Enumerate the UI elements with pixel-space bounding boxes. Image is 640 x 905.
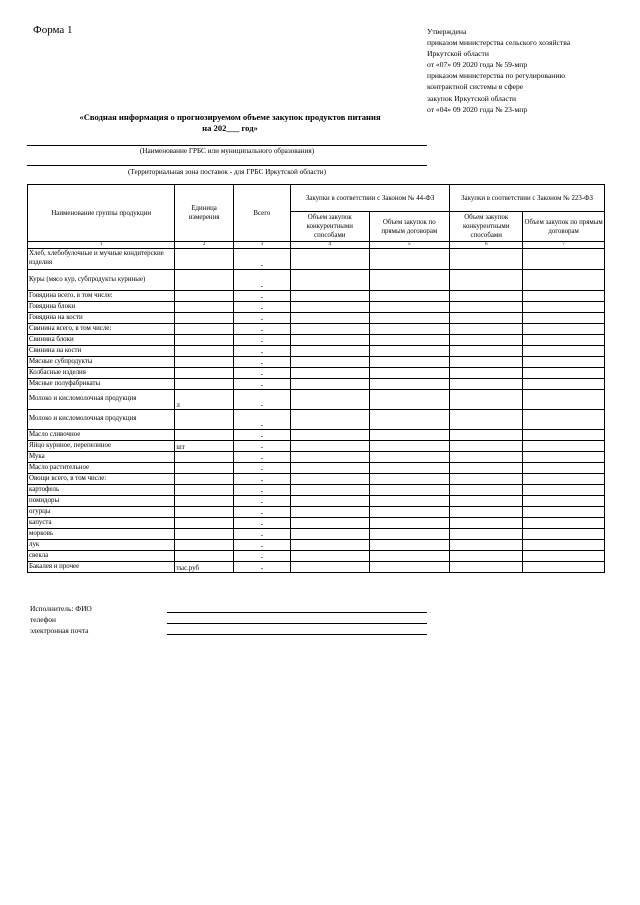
total-cell: - [233,551,290,562]
unit-cell: шт [175,441,233,452]
unit-cell: л [175,390,233,410]
table-row [28,368,605,379]
law223-competitive-cell [450,249,523,270]
total-cell: - [233,452,290,463]
table-row [28,410,605,430]
title-line: «Сводная информация о прогнозируемом объеме закупок продуктов питания [79,112,381,122]
product-name-cell: Мясные полуфабрикаты [28,379,175,390]
table-row [28,335,605,346]
law44-direct-cell [369,324,450,335]
law44-direct-cell [369,441,450,452]
product-name-cell: капуста [28,518,175,529]
law223-competitive-cell [450,441,523,452]
header-law223-direct: Объем закупок по прямым договорам [523,212,605,242]
total-cell: - [233,390,290,410]
grbs-name-line [27,145,427,146]
law223-direct-cell [523,529,605,540]
approval-line: приказом министерства по регулированию [427,71,566,81]
total-cell: - [233,357,290,368]
footer-block [30,603,92,636]
law223-competitive-cell [450,346,523,357]
product-name-cell: свекла [28,551,175,562]
total-cell: - [233,485,290,496]
table-row [28,324,605,335]
approval-block [427,26,570,115]
law44-competitive-cell [291,368,369,379]
law44-direct-cell [369,430,450,441]
total-cell: - [233,270,290,291]
law223-competitive-cell [450,540,523,551]
law223-direct-cell [523,430,605,441]
law223-direct-cell [523,302,605,313]
column-number: 7 [523,242,605,249]
unit-cell [175,485,233,496]
law223-direct-cell [523,540,605,551]
phone-line [167,623,427,624]
law223-direct-cell [523,410,605,430]
law223-direct-cell [523,518,605,529]
law223-competitive-cell [450,291,523,302]
total-cell: - [233,249,290,270]
law44-competitive-cell [291,551,369,562]
table-row [28,529,605,540]
product-name-cell: помидоры [28,496,175,507]
law44-competitive-cell [291,410,369,430]
law44-competitive-cell [291,540,369,551]
law223-competitive-cell [450,496,523,507]
law223-competitive-cell [450,390,523,410]
total-cell: - [233,291,290,302]
product-name-cell: Свинина всего, в том числе: [28,324,175,335]
zone-caption: (Территориальная зона поставок - для ГРБС Иркутской области) [127,168,327,176]
law44-direct-cell [369,529,450,540]
law44-direct-cell [369,291,450,302]
law223-competitive-cell [450,452,523,463]
phone-label: телефон [30,615,57,624]
law44-competitive-cell [291,335,369,346]
product-name-cell: Куры (мясо кур, субпродукты куриные) [28,270,175,291]
unit-cell [175,357,233,368]
law44-competitive-cell [291,441,369,452]
approval-line: контрактной системы в сфере [427,82,524,92]
total-cell: - [233,430,290,441]
unit-cell [175,474,233,485]
law44-direct-cell [369,346,450,357]
law223-direct-cell [523,324,605,335]
column-number: 1 [28,242,175,249]
product-name-cell: Говядина на кости [28,313,175,324]
header-name: Наименование группы продукции [28,185,175,242]
law223-direct-cell [523,313,605,324]
total-cell: - [233,562,290,573]
law223-competitive-cell [450,463,523,474]
product-name-cell: Колбасные изделия [28,368,175,379]
unit-cell [175,346,233,357]
law223-competitive-cell [450,335,523,346]
law223-direct-cell [523,496,605,507]
law223-competitive-cell [450,474,523,485]
product-name-cell: огурцы [28,507,175,518]
law223-direct-cell [523,335,605,346]
zone-line [27,165,427,166]
law44-direct-cell [369,452,450,463]
law223-direct-cell [523,562,605,573]
table-row [28,562,605,573]
law223-direct-cell [523,551,605,562]
total-cell: - [233,302,290,313]
law44-competitive-cell [291,529,369,540]
table-row [28,441,605,452]
document-title [30,112,430,134]
law44-competitive-cell [291,474,369,485]
law44-competitive-cell [291,357,369,368]
law44-competitive-cell [291,270,369,291]
law223-competitive-cell [450,430,523,441]
table-row [28,270,605,291]
unit-cell [175,302,233,313]
column-number: 4 [291,242,369,249]
product-name-cell: Хлеб, хлебобулочные и мучные кондитерские изделия [28,249,175,270]
table-row [28,474,605,485]
executor-line [167,612,427,613]
total-cell: - [233,379,290,390]
law223-competitive-cell [450,518,523,529]
law44-direct-cell [369,357,450,368]
total-cell: - [233,346,290,357]
unit-cell [175,313,233,324]
unit-cell [175,529,233,540]
approval-line: приказом министерства сельского хозяйства [427,38,571,48]
law223-competitive-cell [450,270,523,291]
law223-direct-cell [523,485,605,496]
law44-direct-cell [369,485,450,496]
total-cell: - [233,313,290,324]
table-row [28,313,605,324]
executor-label: Исполнитель: ФИО [30,604,92,613]
law44-direct-cell [369,562,450,573]
law44-direct-cell [369,302,450,313]
table-row [28,291,605,302]
law223-direct-cell [523,390,605,410]
header-law44-direct: Объем закупок по прямым договорам [369,212,450,242]
law44-competitive-cell [291,324,369,335]
unit-cell: тыс.руб [175,562,233,573]
law44-competitive-cell [291,302,369,313]
header-total: Всего [233,185,290,242]
law44-direct-cell [369,379,450,390]
unit-cell [175,430,233,441]
law223-competitive-cell [450,324,523,335]
approval-line: от «07» 09 2020 года № 59-мпр [427,60,528,70]
table-row [28,463,605,474]
total-cell: - [233,474,290,485]
law44-competitive-cell [291,379,369,390]
law223-direct-cell [523,357,605,368]
law44-direct-cell [369,270,450,291]
total-cell: - [233,368,290,379]
product-name-cell: Масло растительное [28,463,175,474]
law44-direct-cell [369,540,450,551]
law223-competitive-cell [450,357,523,368]
table-row [28,551,605,562]
table-row [28,390,605,410]
table-row [28,518,605,529]
product-name-cell: лук [28,540,175,551]
title-line: на 202___ год» [202,123,258,133]
product-name-cell: Мука [28,452,175,463]
table-row [28,357,605,368]
approval-line: Иркутской области [427,49,489,59]
header-law223-competitive: Объем закупок конкурентными способами [450,212,523,242]
form-label: Форма 1 [33,24,73,36]
unit-cell [175,551,233,562]
law44-direct-cell [369,507,450,518]
table-row [28,379,605,390]
total-cell: - [233,335,290,346]
column-number-row [28,242,605,249]
law44-competitive-cell [291,452,369,463]
law223-competitive-cell [450,410,523,430]
approval-line: Утверждена [427,27,467,36]
law44-competitive-cell [291,291,369,302]
unit-cell [175,379,233,390]
law44-direct-cell [369,313,450,324]
law223-direct-cell [523,291,605,302]
law223-competitive-cell [450,302,523,313]
unit-cell [175,507,233,518]
law223-direct-cell [523,507,605,518]
product-name-cell: Свинина блоки [28,335,175,346]
unit-cell [175,368,233,379]
product-name-cell: Говядина всего, в том числе: [28,291,175,302]
total-cell: - [233,463,290,474]
table-row [28,485,605,496]
header-law223: Закупки в соответствии с Законом № 223-ФЗ [450,185,605,212]
law44-competitive-cell [291,346,369,357]
law44-direct-cell [369,463,450,474]
unit-cell [175,463,233,474]
unit-cell [175,335,233,346]
header-law44: Закупки в соответствии с Законом № 44-ФЗ [291,185,450,212]
law223-direct-cell [523,441,605,452]
product-name-cell: Свинина на кости [28,346,175,357]
table-row [28,249,605,270]
column-number: 2 [175,242,233,249]
table-row [28,507,605,518]
unit-cell [175,518,233,529]
law44-direct-cell [369,518,450,529]
table-row [28,540,605,551]
total-cell: - [233,507,290,518]
product-name-cell: Масло сливочное [28,430,175,441]
product-name-cell: Мясные субпродукты [28,357,175,368]
unit-cell [175,496,233,507]
law223-direct-cell [523,270,605,291]
header-law44-competitive: Объем закупок конкурентными способами [291,212,369,242]
product-name-cell: Овощи всего, в том числе: [28,474,175,485]
table-row [28,302,605,313]
law44-direct-cell [369,474,450,485]
law223-competitive-cell [450,485,523,496]
law44-direct-cell [369,335,450,346]
grbs-caption: (Наименование ГРБС или муниципального образования) [139,147,315,155]
table-row [28,346,605,357]
law223-competitive-cell [450,551,523,562]
law44-competitive-cell [291,430,369,441]
table-row [28,430,605,441]
unit-cell [175,270,233,291]
law44-direct-cell [369,368,450,379]
law223-competitive-cell [450,529,523,540]
total-cell: - [233,540,290,551]
unit-cell [175,249,233,270]
column-number: 5 [369,242,450,249]
law44-direct-cell [369,551,450,562]
table-row [28,496,605,507]
unit-cell [175,540,233,551]
unit-cell [175,324,233,335]
law44-competitive-cell [291,313,369,324]
total-cell: - [233,496,290,507]
unit-cell [175,410,233,430]
column-number: 3 [233,242,290,249]
law44-direct-cell [369,249,450,270]
table-row [28,452,605,463]
product-name-cell: Бакалея и прочее [28,562,175,573]
procurement-table [27,184,605,573]
law44-competitive-cell [291,518,369,529]
law44-competitive-cell [291,390,369,410]
law223-competitive-cell [450,507,523,518]
email-line [167,634,427,635]
law223-direct-cell [523,379,605,390]
header-unit: Единица измерения [175,185,233,242]
column-number: 6 [450,242,523,249]
law44-competitive-cell [291,463,369,474]
law44-competitive-cell [291,496,369,507]
total-cell: - [233,529,290,540]
law223-direct-cell [523,346,605,357]
product-name-cell: Говядина блоки [28,302,175,313]
email-label: электронная почта [30,626,89,635]
total-cell: - [233,410,290,430]
law44-direct-cell [369,410,450,430]
approval-line: закупок Иркутской области [427,93,517,103]
law223-direct-cell [523,463,605,474]
product-name-cell: морковь [28,529,175,540]
law44-competitive-cell [291,507,369,518]
product-name-cell: Яйцо куриное, перепелиное [28,441,175,452]
law223-competitive-cell [450,379,523,390]
product-name-cell: Молоко и кисломолочная продукция [28,390,175,410]
law44-direct-cell [369,390,450,410]
law223-competitive-cell [450,313,523,324]
law44-competitive-cell [291,562,369,573]
unit-cell [175,291,233,302]
total-cell: - [233,441,290,452]
law223-direct-cell [523,249,605,270]
law44-competitive-cell [291,249,369,270]
law223-direct-cell [523,452,605,463]
total-cell: - [233,518,290,529]
product-name-cell: картофель [28,485,175,496]
law223-direct-cell [523,474,605,485]
law44-direct-cell [369,496,450,507]
law223-direct-cell [523,368,605,379]
law44-competitive-cell [291,485,369,496]
product-name-cell: Молоко и кисломолочная продукция [28,410,175,430]
law223-competitive-cell [450,368,523,379]
law223-competitive-cell [450,562,523,573]
total-cell: - [233,324,290,335]
unit-cell [175,452,233,463]
approval-line: от «04» 09 2020 года № 23-мпр [427,104,528,114]
